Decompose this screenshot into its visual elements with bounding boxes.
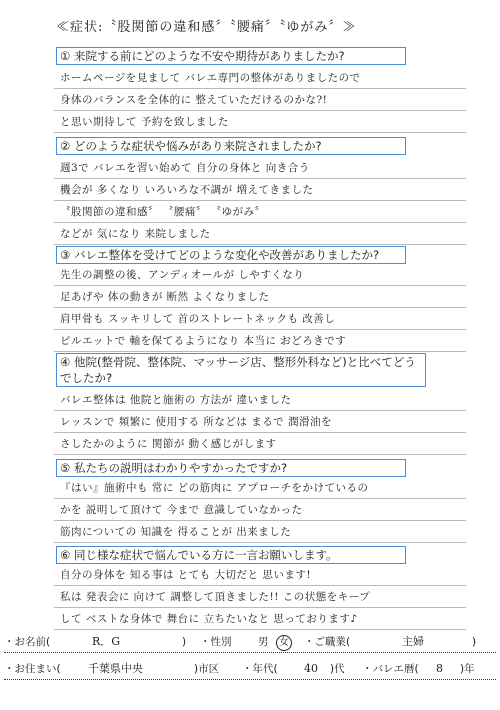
answer-line: ホームページを見まして バレエ専門の整体がありましたので: [54, 67, 466, 89]
question-1: ① 来院する前にどのような不安や期待がありましたか?: [56, 47, 406, 65]
question-6: ⑥ 同じ様な症状で悩んでいる方に一言お願いします。: [56, 546, 406, 564]
answer-line: 自分の身体を 知る事は とても 大切だと 思います!: [54, 564, 466, 586]
question-4: ④ 他院(整骨院、整体院、マッサージ店、整形外科など)と比べてどうでしたか?: [56, 353, 426, 387]
ballet-unit: )年: [460, 663, 475, 675]
gender-female-circle: 女: [276, 635, 292, 651]
answer-line: レッスンで 頻繁に 使用する 所などは まるで 潤滑油を: [54, 411, 466, 433]
answer-line: 〝股関節の違和感〞 〝腰痛〞 〝ゆがみ〞: [54, 201, 466, 223]
footer-divider: [4, 679, 496, 680]
answer-line: 足あげや 体の動きが 断然 よくなりました: [54, 286, 466, 308]
answer-line: かを 説明して頂けて 今まで 意識していなかった: [54, 499, 466, 521]
ballet-label: ・バレエ暦(: [362, 663, 419, 675]
answer-line: 『はい』施術中も 常に どの筋肉に アプローチをかけているの: [54, 477, 466, 499]
answer-3: [54, 264, 466, 352]
question-2: ② どのような症状や悩みがあり来院されましたか?: [56, 137, 406, 155]
answer-line: などが 気になり 来院しました: [54, 223, 466, 245]
answer-6: [54, 564, 466, 630]
question-3: ③ バレエ整体を受けてどのような変化や改善がありましたか?: [56, 246, 406, 264]
answer-line: ピルエットで 軸を保てるようになり 本当に おどろきです: [54, 330, 466, 352]
answer-line: 先生の調整の後、アンディオールが しやすくなり: [54, 264, 466, 286]
name-close: ): [182, 636, 187, 648]
age-label: ・年代(: [242, 663, 278, 675]
ballet-value: 8: [436, 662, 443, 675]
answer-5: [54, 477, 466, 543]
answer-line: 私は 発表会に 向けて 調整して頂きました!! この状態をキープ: [54, 586, 466, 608]
answer-line: 身体のバランスを全体的に 整えていただけるのかな?!: [54, 89, 466, 111]
job-value: 主婦: [402, 635, 424, 648]
answer-2: [54, 157, 466, 245]
answer-line: して ベストな身体で 舞台に 立ちたいなと 思っております♪: [54, 608, 466, 630]
answer-line: と思い期待して 予約を致しました: [54, 111, 466, 133]
footer-row-details: [4, 659, 496, 679]
answer-4: [54, 389, 466, 455]
job-close: ): [472, 636, 477, 648]
answer-line: さしたかのように 関節が 動く感じがします: [54, 433, 466, 455]
footer-divider: [4, 652, 496, 653]
name-label: ・お名前(: [4, 636, 51, 648]
gender-female: [276, 632, 292, 652]
answer-line: 筋肉についての 知識を 得ることが 出来ました: [54, 521, 466, 543]
symptom-heading: ≪症状:〝股関節の違和感〞〝腰痛〞〝ゆがみ〞≫: [56, 20, 357, 35]
answer-1: [54, 67, 466, 133]
name-value: R．G: [92, 635, 121, 648]
address-unit: )市区: [194, 663, 220, 675]
address-label: ・お住まい(: [4, 663, 61, 675]
answer-line: 機会が 多くなり いろいろな不調が 増えてきました: [54, 179, 466, 201]
question-5: ⑤ 私たちの説明はわかりやすかったですか?: [56, 459, 406, 477]
job-label: ・ご職業(: [304, 636, 351, 648]
gender-label: ・性別: [200, 636, 232, 648]
gender-male: 男: [258, 636, 269, 648]
answer-line: 週3で バレエを習い始めて 自分の身体と 向き合う: [54, 157, 466, 179]
address-value: 千葉県中央: [88, 662, 143, 675]
age-unit: )代: [330, 663, 345, 675]
age-value: 40: [304, 662, 318, 675]
footer-row-profile: [4, 632, 496, 652]
answer-line: 肩甲骨も スッキリして 首のストレートネックも 改善し: [54, 308, 466, 330]
answer-line: バレエ整体は 他院と施術の 方法が 違いました: [54, 389, 466, 411]
